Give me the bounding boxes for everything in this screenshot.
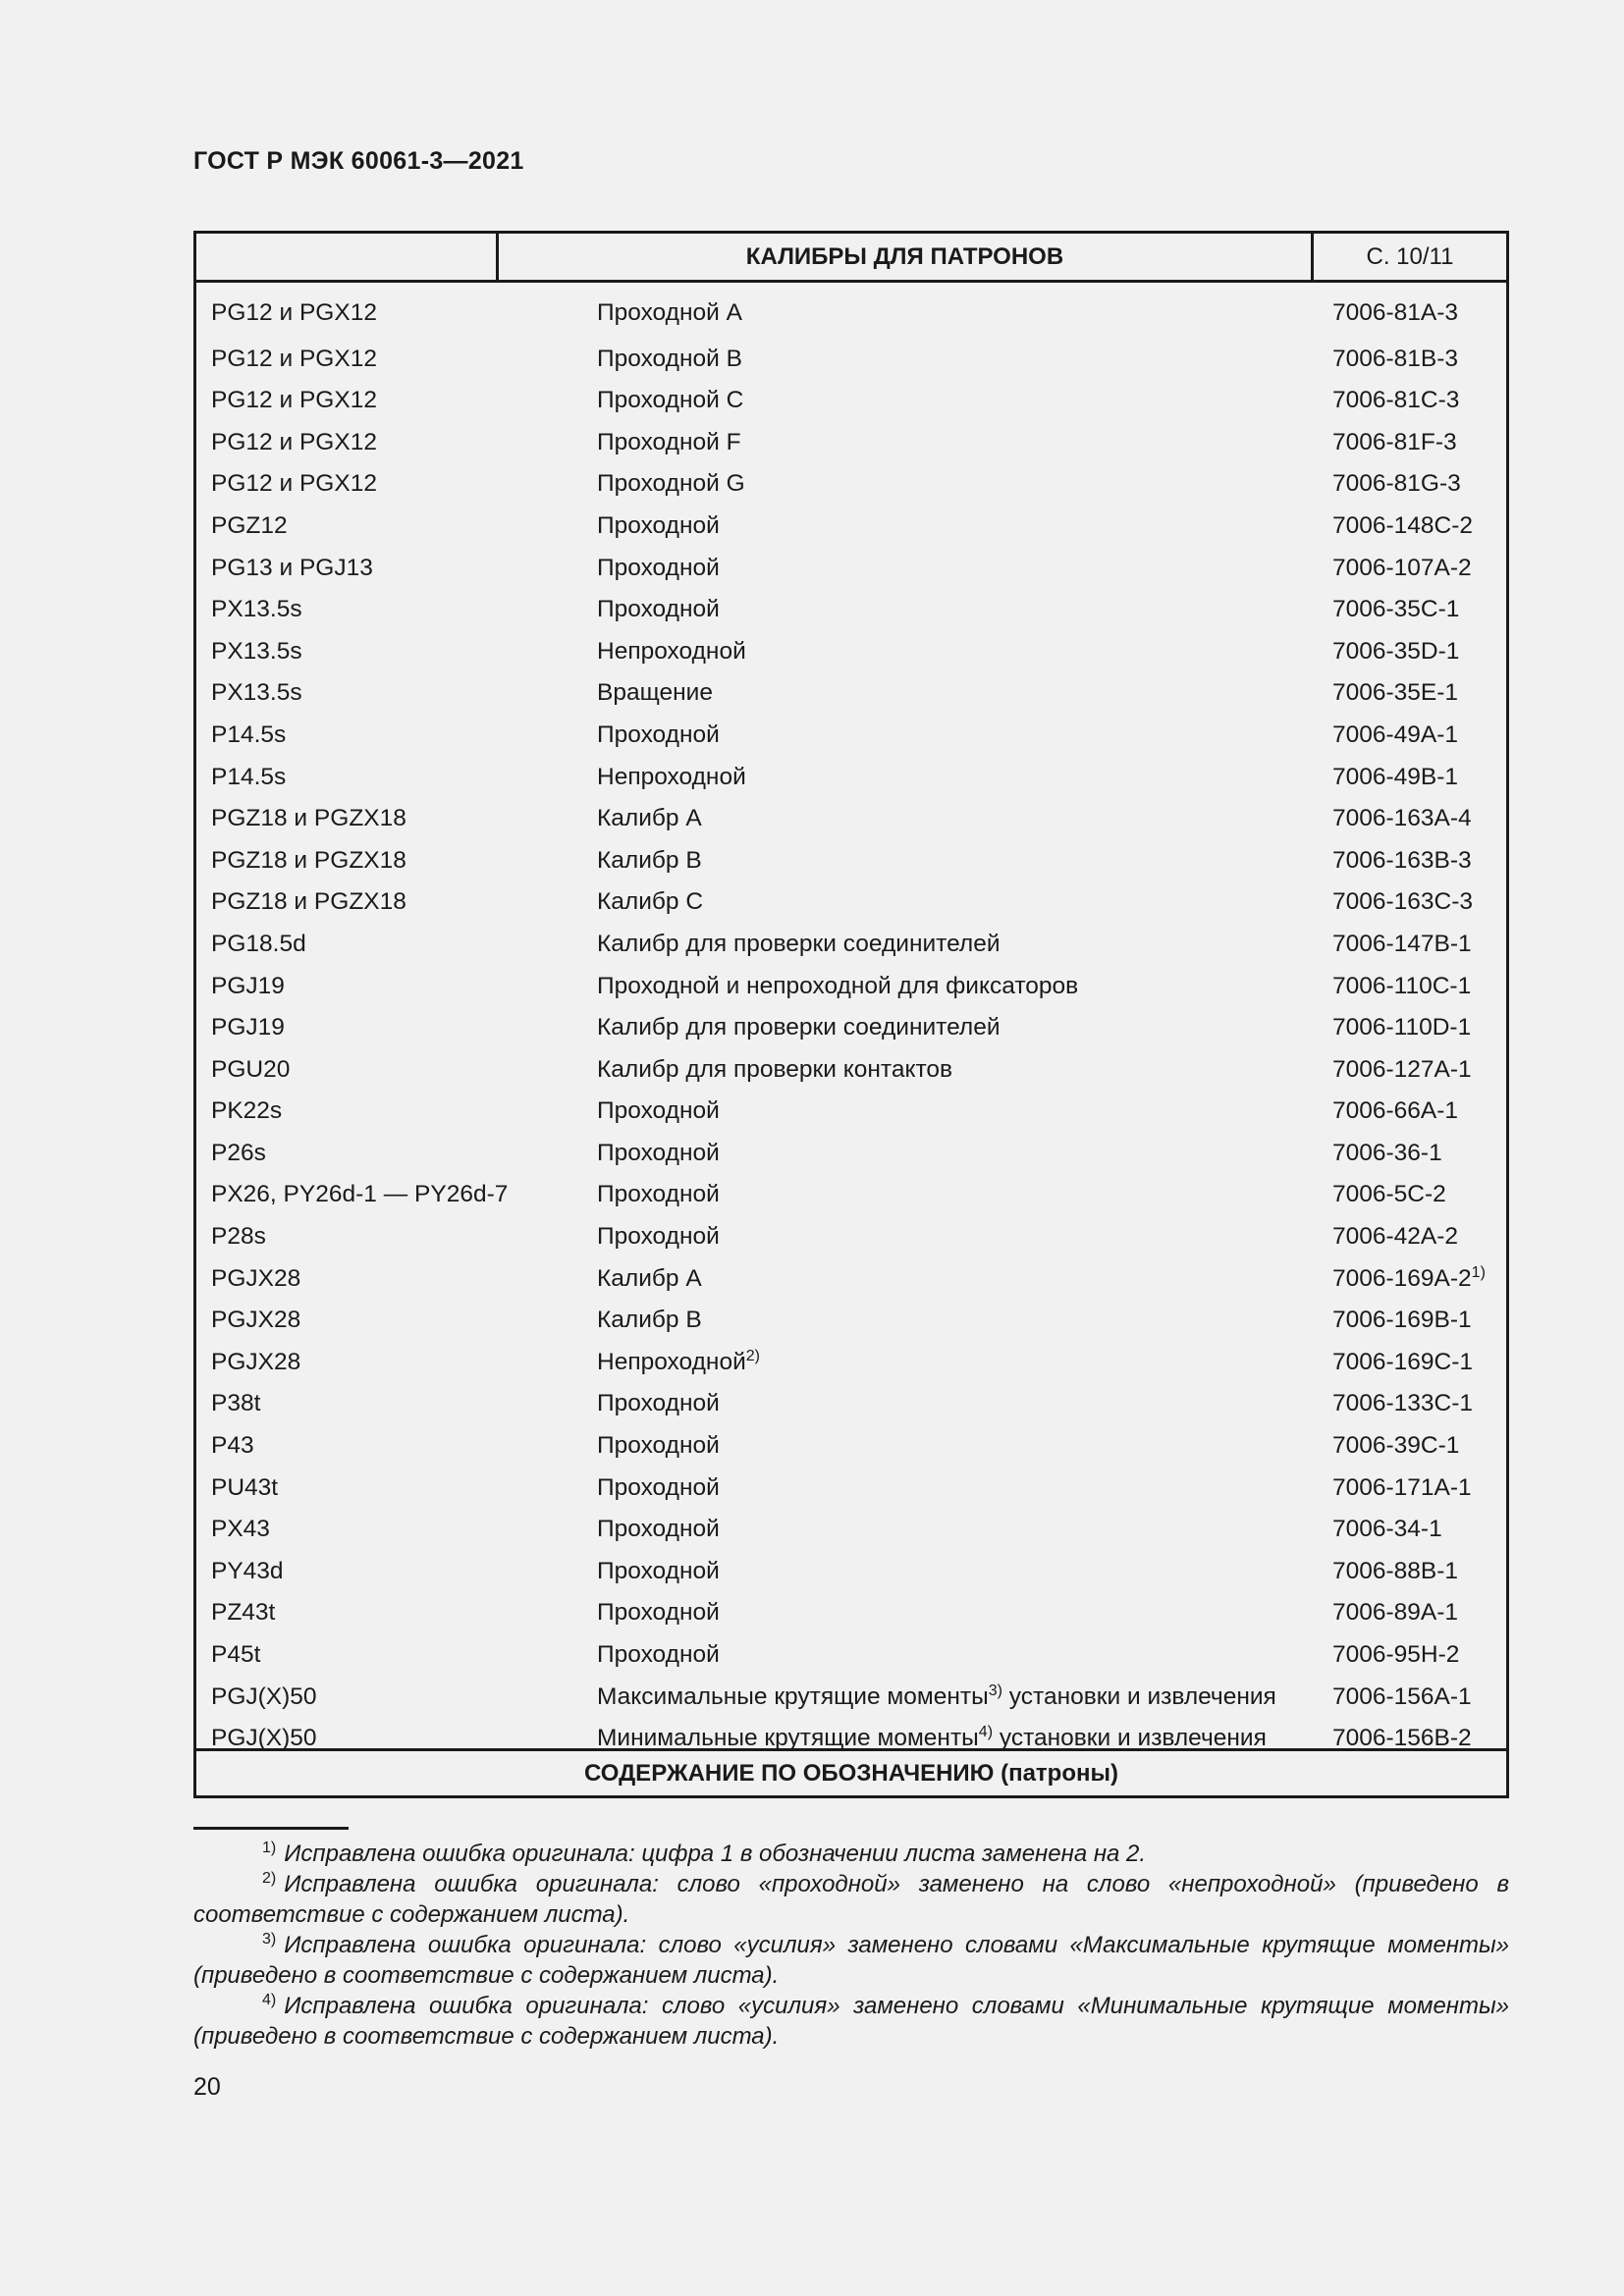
footnote-mark: 4) (978, 1724, 994, 1741)
sheet-text: 7006-42A-2 (1332, 1223, 1459, 1251)
sheet-text: 7006-49A-1 (1332, 721, 1459, 748)
sheet-text: 7006-169C-1 (1332, 1348, 1474, 1375)
cap-designation: PGJX28 (211, 1307, 301, 1334)
sheet-page-ref: С. 10/11 (1366, 242, 1454, 270)
page-number: 20 (193, 2073, 221, 2101)
cap-designation: PGJ(X)50 (211, 1682, 317, 1710)
footnote-text: Исправлена ошибка оригинала: слово «проходной» заменено на слово «непроходной» (приведено в соответствие с содержанием листа). (193, 1871, 1509, 1928)
sheet-number (1332, 715, 1458, 757)
gauge-text: Проходной и непроходной для фиксаторов (597, 972, 1079, 999)
table-row (196, 339, 1506, 381)
sheet-number (1332, 1174, 1446, 1216)
gauge-description (597, 1007, 1001, 1049)
table-row (196, 881, 1506, 924)
footnote (193, 1930, 1509, 1991)
sheet-text: 7006-156B-2 (1332, 1725, 1472, 1752)
gauge-description (597, 757, 746, 799)
table-header (196, 234, 1506, 283)
gauge-text: Калибр B (597, 846, 702, 874)
table-row (196, 1551, 1506, 1593)
table-row (196, 757, 1506, 799)
cap-designation: PGJX28 (211, 1348, 301, 1375)
table-row (196, 966, 1506, 1008)
sheet-text: 7006-148C-2 (1332, 511, 1474, 539)
table-row (196, 1007, 1506, 1049)
gauge-text: Проходной (597, 1557, 720, 1584)
cap-designation: P14.5s (211, 763, 287, 790)
table-row (196, 293, 1506, 335)
gauge-text: Проходной (597, 1641, 720, 1668)
sheet-text: 7006-39C-1 (1332, 1432, 1460, 1460)
sheet-number (1332, 840, 1472, 882)
table-row (196, 463, 1506, 506)
gauge-text: Непроходной (597, 637, 746, 665)
table-row (196, 1342, 1506, 1384)
gauge-text: Калибр для проверки соединителей (597, 1014, 1001, 1041)
cap-designation: PY43d (211, 1557, 284, 1584)
table-row (196, 631, 1506, 673)
table-row (196, 672, 1506, 715)
footnote-mark: 4) (262, 1992, 277, 2008)
cap-designation: P43 (211, 1432, 254, 1460)
sheet-number (1332, 380, 1459, 422)
cap-designation: PGJ19 (211, 1014, 285, 1041)
gauge-description (597, 1677, 1276, 1719)
table-row (196, 798, 1506, 840)
sheet-number (1332, 293, 1458, 335)
sheet-text: 7006-35E-1 (1332, 679, 1459, 707)
gauge-description (597, 1551, 720, 1593)
sheet-text: 7006-49B-1 (1332, 763, 1459, 790)
gauge-text: Проходной (597, 721, 720, 748)
gauge-text: Проходной (597, 554, 720, 581)
sheet-text: 7006-110D-1 (1332, 1014, 1472, 1041)
gauge-text: Проходной (597, 1223, 720, 1251)
sheet-number (1332, 881, 1473, 924)
gauge-description (597, 1592, 720, 1634)
sheet-text: 7006-95H-2 (1332, 1641, 1460, 1668)
sheet-text: 7006-147B-1 (1332, 930, 1472, 957)
sheet-text: 7006-81B-3 (1332, 345, 1459, 372)
gauge-text: Калибр B (597, 1307, 702, 1334)
cap-designation: PX13.5s (211, 596, 302, 623)
sheet-number (1332, 1509, 1442, 1551)
cap-designation: PGZ18 и PGZX18 (211, 888, 406, 916)
sheet-text: 7006-81G-3 (1332, 470, 1461, 498)
gauge-text: Калибр A (597, 805, 702, 832)
gauge-description (597, 380, 743, 422)
gauge-description (597, 631, 746, 673)
cap-designation: PX13.5s (211, 637, 302, 665)
sheet-number (1332, 966, 1471, 1008)
gauge-description (597, 1342, 760, 1384)
table-row (196, 1425, 1506, 1468)
sheet-number (1332, 1634, 1459, 1677)
sheet-text: 7006-66A-1 (1332, 1097, 1459, 1125)
gauge-text: Вращение (597, 679, 713, 707)
sheet-number (1332, 339, 1458, 381)
gauge-text: Проходной (597, 1181, 720, 1208)
gauge-description (597, 1091, 720, 1133)
table-row (196, 1133, 1506, 1175)
gauge-description (597, 924, 1001, 966)
sheet-text: 7006-171A-1 (1332, 1473, 1472, 1501)
sheet-number (1332, 1300, 1472, 1342)
cap-designation: PG12 и PGX12 (211, 428, 377, 455)
sheet-number (1332, 548, 1472, 590)
table-row (196, 506, 1506, 548)
sheet-number (1332, 1216, 1458, 1258)
footnote-mark: 1) (262, 1840, 277, 1856)
table-row (196, 1677, 1506, 1719)
gauge-text: Проходной (597, 1432, 720, 1460)
footnote-text: Исправлена ошибка оригинала: цифра 1 в обозначении листа заменена на 2. (284, 1841, 1147, 1867)
gauge-description (597, 339, 742, 381)
footnote-mark: 2) (262, 1870, 277, 1887)
gauge-description (597, 463, 745, 506)
gauge-text: Проходной (597, 1139, 720, 1166)
sheet-text: 7006-163C-3 (1332, 888, 1474, 916)
cap-designation: PU43t (211, 1473, 279, 1501)
cap-designation: PX13.5s (211, 679, 302, 707)
sheet-text: 7006-163B-3 (1332, 846, 1472, 874)
sheet-text: 7006-127A-1 (1332, 1055, 1472, 1083)
sheet-number (1332, 924, 1472, 966)
sheet-text: 7006-81A-3 (1332, 299, 1459, 326)
table-body (196, 293, 1506, 1760)
gauge-description (597, 1509, 720, 1551)
gauge-text: Проходной G (597, 470, 745, 498)
sheet-text: 7006-169B-1 (1332, 1307, 1472, 1334)
gauge-description (597, 798, 702, 840)
cap-designation: P38t (211, 1390, 261, 1417)
footnote-mark: 2) (745, 1347, 760, 1364)
sheet-number (1332, 1049, 1472, 1092)
gauge-text: Максимальные крутящие моменты (597, 1682, 989, 1710)
footnote-mark: 1) (1471, 1263, 1486, 1281)
gauge-description (597, 506, 720, 548)
header-empty-cell (196, 234, 499, 280)
gauge-text: Проходной C (597, 387, 744, 414)
gauge-table (193, 231, 1509, 1798)
sheet-text: 7006-36-1 (1332, 1139, 1442, 1166)
sheet-number (1332, 1342, 1473, 1384)
sheet-text: 7006-89A-1 (1332, 1599, 1459, 1627)
sheet-number (1332, 631, 1459, 673)
sheet-number (1332, 463, 1461, 506)
sheet-text: 7006-81C-3 (1332, 387, 1460, 414)
gauge-text: Непроходной (597, 1348, 746, 1375)
footnote (193, 1869, 1509, 1930)
gauge-description (597, 548, 720, 590)
table-row (196, 422, 1506, 464)
cap-designation: P14.5s (211, 721, 287, 748)
table-row (196, 1634, 1506, 1677)
table-row (196, 1049, 1506, 1092)
cap-designation: PGJ19 (211, 972, 285, 999)
gauge-text: Проходной (597, 1599, 720, 1627)
sheet-number (1332, 1133, 1442, 1175)
gauge-text: Проходной A (597, 299, 742, 326)
cap-designation: PX26, PY26d-1 — PY26d-7 (211, 1181, 509, 1208)
table-row (196, 1468, 1506, 1510)
gauge-text: Проходной (597, 596, 720, 623)
cap-designation: PK22s (211, 1097, 283, 1125)
sheet-text: 7006-88B-1 (1332, 1557, 1459, 1584)
gauge-text: Минимальные крутящие моменты (597, 1725, 979, 1752)
cap-designation: P26s (211, 1139, 266, 1166)
sheet-text: 7006-133C-1 (1332, 1390, 1474, 1417)
footnote-text: Исправлена ошибка оригинала: слово «усилия» заменено словами «Максимальные крутящие моменты» (приведено в соответствие с содержанием листа). (193, 1932, 1509, 1989)
sheet-number (1332, 1677, 1472, 1719)
gauge-description (597, 966, 1078, 1008)
sheet-number (1332, 1551, 1458, 1593)
gauge-description (597, 1634, 720, 1677)
gauge-description (597, 1300, 702, 1342)
sheet-text: 7006-35D-1 (1332, 637, 1460, 665)
table-row (196, 840, 1506, 882)
sheet-number (1332, 1091, 1458, 1133)
cap-designation: PG12 и PGX12 (211, 345, 377, 372)
gauge-text-tail: установки и извлечения (1001, 1682, 1276, 1710)
table-row (196, 589, 1506, 631)
footnote-mark: 3) (262, 1931, 277, 1948)
gauge-description (597, 840, 702, 882)
cap-designation: PG18.5d (211, 930, 306, 957)
table-row (196, 1592, 1506, 1634)
table-row (196, 1091, 1506, 1133)
sheet-number (1332, 1007, 1471, 1049)
gauge-description (597, 1216, 720, 1258)
table-heading: КАЛИБРЫ ДЛЯ ПАТРОНОВ (499, 234, 1314, 280)
footnote-separator (193, 1827, 349, 1830)
gauge-text: Проходной (597, 511, 720, 539)
sheet-number (1332, 506, 1473, 548)
cap-designation: PGZ18 и PGZX18 (211, 846, 406, 874)
footnote (193, 1839, 1509, 1869)
gauge-description (597, 1468, 720, 1510)
gauge-description (597, 881, 703, 924)
document-title: ГОСТ Р МЭК 60061-3—2021 (193, 147, 524, 175)
cap-designation: PGJ(X)50 (211, 1725, 317, 1752)
gauge-description (597, 589, 720, 631)
table-row (196, 548, 1506, 590)
gauge-description (597, 1383, 720, 1425)
gauge-description (597, 293, 742, 335)
gauge-text: Проходной (597, 1390, 720, 1417)
sheet-text: 7006-156A-1 (1332, 1682, 1472, 1710)
sheet-text: 7006-110C-1 (1332, 972, 1472, 999)
gauge-text: Проходной (597, 1516, 720, 1543)
footnotes (193, 1839, 1509, 2052)
sheet-text: 7006-5C-2 (1332, 1181, 1446, 1208)
table-row (196, 1216, 1506, 1258)
cap-designation: PG13 и PGJ13 (211, 554, 373, 581)
table-row (196, 380, 1506, 422)
gauge-text: Проходной B (597, 345, 742, 372)
gauge-text: Проходной (597, 1097, 720, 1125)
footnote-mark: 3) (988, 1682, 1002, 1699)
sheet-text: 7006-107A-2 (1332, 554, 1472, 581)
sheet-number (1332, 1468, 1472, 1510)
sheet-text: 7006-34-1 (1332, 1516, 1442, 1543)
sheet-number (1332, 1383, 1473, 1425)
cap-designation: PGU20 (211, 1055, 291, 1083)
gauge-description (597, 1049, 952, 1092)
gauge-text: Непроходной (597, 763, 746, 790)
gauge-text: Калибр A (597, 1264, 702, 1292)
gauge-description (597, 1133, 720, 1175)
cap-designation: PGJX28 (211, 1264, 301, 1292)
gauge-text: Калибр для проверки контактов (597, 1055, 953, 1083)
sheet-number (1332, 589, 1459, 631)
cap-designation: PG12 и PGX12 (211, 470, 377, 498)
sheet-text: 7006-35C-1 (1332, 596, 1460, 623)
cap-designation: P28s (211, 1223, 266, 1251)
gauge-text: Проходной (597, 1473, 720, 1501)
footnote-text: Исправлена ошибка оригинала: слово «усилия» заменено словами «Минимальные крутящие моменты» (приведено в соответствие с содержанием листа). (193, 1993, 1509, 2050)
cap-designation: P45t (211, 1641, 261, 1668)
table-footer: СОДЕРЖАНИЕ ПО ОБОЗНАЧЕНИЮ (патроны) (196, 1748, 1506, 1795)
sheet-text: 7006-163A-4 (1332, 805, 1472, 832)
table-row (196, 1258, 1506, 1301)
table-row (196, 924, 1506, 966)
sheet-number (1332, 1258, 1486, 1301)
table-row (196, 1300, 1506, 1342)
cap-designation: PX43 (211, 1516, 270, 1543)
sheet-number (1332, 422, 1457, 464)
gauge-text: Калибр C (597, 888, 704, 916)
sheet-number (1332, 1592, 1458, 1634)
table-row (196, 1509, 1506, 1551)
gauge-description (597, 672, 713, 715)
sheet-number (1332, 1425, 1459, 1468)
table-row (196, 715, 1506, 757)
cap-designation: PGZ18 и PGZX18 (211, 805, 406, 832)
table-row (196, 1174, 1506, 1216)
cap-designation: PG12 и PGX12 (211, 299, 377, 326)
sheet-text: 7006-169A-2 (1332, 1264, 1472, 1292)
sheet-number (1332, 757, 1458, 799)
gauge-description (597, 715, 720, 757)
gauge-description (597, 422, 741, 464)
sheet-number (1332, 672, 1458, 715)
footnote (193, 1991, 1509, 2052)
gauge-description (597, 1425, 720, 1468)
table-row (196, 1383, 1506, 1425)
sheet-number (1332, 798, 1472, 840)
sheet-text: 7006-81F-3 (1332, 428, 1457, 455)
cap-designation: PZ43t (211, 1599, 276, 1627)
cap-designation: PG12 и PGX12 (211, 387, 377, 414)
cap-designation: PGZ12 (211, 511, 288, 539)
gauge-description (597, 1174, 720, 1216)
gauge-text-tail: установки и извлечения (993, 1725, 1267, 1752)
gauge-description (597, 1258, 702, 1301)
gauge-text: Калибр для проверки соединителей (597, 930, 1001, 957)
gauge-text: Проходной F (597, 428, 741, 455)
